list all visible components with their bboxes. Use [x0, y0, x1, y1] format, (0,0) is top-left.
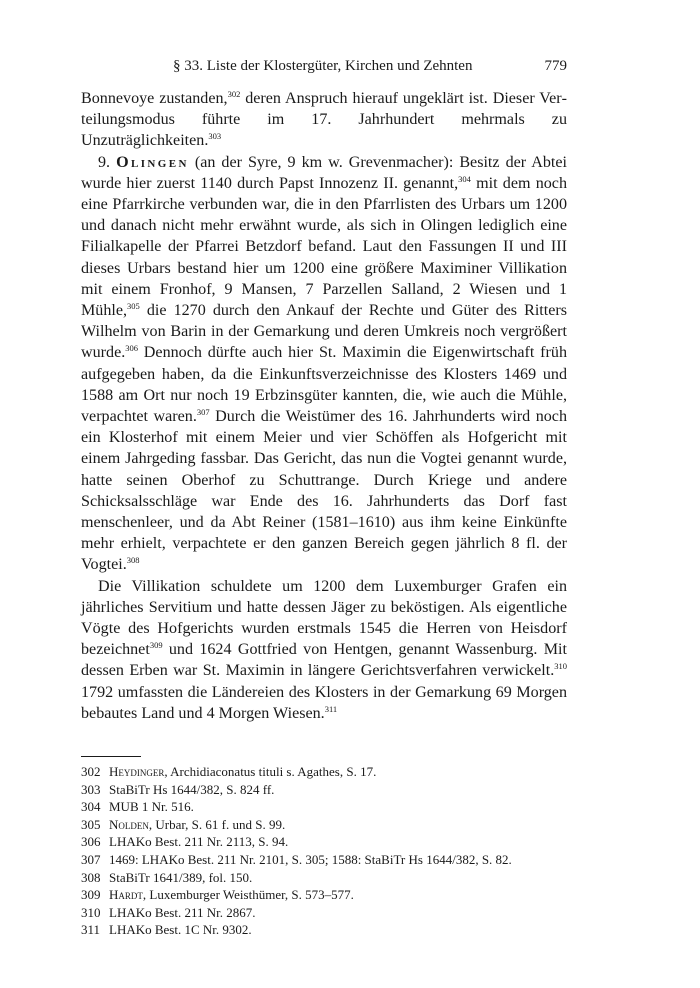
footnote	[81, 816, 567, 834]
footnote-number: 311	[81, 922, 101, 938]
footnote-text: LHAKo Best. 1C Nr. 9302.	[109, 922, 252, 938]
footnote	[81, 869, 567, 887]
footnote-author: Heydinger	[109, 764, 165, 780]
text-run: Durch die Weistümer des 16. Jahrhunderts wird noch ein Klosterhof mit einem Meier und vier Schöffen als Hofgericht mit einem Jahrgeding fassbar. Das Gericht, das nun die Vogtei genannt wurde, hatte seinen Oberhof zu Schuttrange. Durch Kriege und andere Schicksalsschläge war Ende des 16. Jahrhunderts das Dorf fast menschenleer, und da Abt Reiner (1581–1610) aus ihm keine Einkünfte mehr erhielt, verpachtete er den ganzen Bereich gegen jährlich 8 fl. der Vogtei.	[81, 408, 567, 574]
footnote-ref-302: 302	[227, 89, 241, 99]
footnote-ref-305: 305	[127, 301, 140, 312]
footnote-ref-306: 306	[125, 343, 138, 354]
footnote-number: 307	[81, 852, 101, 868]
footnote-ref-303: 303	[208, 131, 222, 142]
footnote-text: , Urbar, S. 61 f. und S. 99.	[148, 816, 286, 832]
footnote	[81, 798, 567, 816]
footnotes	[81, 763, 567, 939]
page-number: 779	[544, 58, 567, 74]
footnote-divider	[81, 756, 141, 757]
footnote-ref-304: 304	[458, 173, 471, 184]
paragraph-2	[81, 152, 567, 576]
footnote-text: 1469: LHAKo Best. 211 Nr. 2101, S. 305; 1588: StaBiTr Hs 1644/382, S. 82.	[109, 852, 512, 868]
text-run: und 1624 Gottfried von Hentgen, genannt Wassenburg. Mit dessen Erben war St. Maximin in längere Gerichtsverfahren verwickelt.	[81, 641, 567, 680]
footnote-number: 306	[81, 834, 101, 850]
text-run: Die Villikation schuldete um 1200 dem Luxemburger Grafen ein jährliches Servitium und hatte dessen Jäger zu beköstigen. Als eigentliche Vögte des Hofgerichts wurden erstmals 1545 die Herren von Heisdorf bezeichnet	[81, 577, 567, 659]
place-name-olingen: Olingen	[116, 153, 189, 171]
text-run: 1792 umfassten die Ländereien des Klosters in der Gemarkung 69 Morgen bebautes Land und 4 Morgen Wiesen.	[81, 683, 567, 722]
footnote-ref-307: 307	[196, 407, 210, 418]
footnote-text: , Luxemburger Weisthümer, S. 573–577.	[142, 887, 354, 903]
section-title: § 33. Liste der Klostergüter, Kirchen und Zehnten	[173, 58, 473, 74]
footnote-text: StaBiTr 1641/389, fol. 150.	[109, 869, 253, 885]
footnote-author: Nolden	[109, 816, 149, 832]
footnote-ref-311: 311	[324, 703, 338, 714]
footnote-ref-309: 309	[149, 640, 163, 651]
footnote	[81, 921, 567, 939]
footnote-number: 302	[81, 764, 101, 780]
paragraph-1	[81, 88, 567, 152]
footnote	[81, 886, 567, 904]
text-run: (an der Syre, 9 km w. Grevenmacher): Besitz der Abtei wurde hier zuerst 1140 durch Papst Innozenz II. genannt,	[81, 153, 567, 192]
running-head	[81, 58, 567, 80]
text-run: deren Anspruch hierauf ungeklärt ist. Dieser Verteilungsmodus führte im 17. Jahrhundert mehrmals zu Unzuträglichkeiten.	[81, 90, 568, 150]
footnote-number: 304	[81, 799, 101, 815]
footnote-ref-308: 308	[126, 555, 140, 566]
footnote	[81, 763, 567, 781]
footnote-number: 305	[81, 816, 101, 832]
footnote-text: LHAKo Best. 211 Nr. 2867.	[109, 904, 256, 920]
footnote-text: LHAKo Best. 211 Nr. 2113, S. 94.	[109, 834, 289, 850]
footnote	[81, 904, 567, 922]
body-text	[81, 88, 567, 724]
text-run: die 1270 durch den Ankauf der Rechte und Güter des Ritters Wilhelm von Barin in der Gemarkung und deren Umkreis noch vergrößert wurde.	[81, 302, 567, 362]
footnote-number: 310	[81, 904, 101, 920]
book-page	[81, 58, 567, 939]
footnote-text: , Archidiaconatus tituli s. Agathes, S. 17.	[164, 764, 377, 780]
footnote-number: 309	[81, 887, 101, 903]
footnote-ref-310: 310	[554, 661, 567, 672]
text-run: mit dem noch eine Pfarrkirche verbunden war, die in den Pfarrlisten des Urbars um 1200 und danach nicht mehr erwähnt wurde, als sich in Olingen lediglich eine Filialkapelle der Pfarrei Betzdorf befand. Laut den Fassungen II und III dieses Urbars bestand hier um 1200 eine größere Maximiner Villikation mit einem Fronhof, 9 Mansen, 7 Parzellen Salland, 2 Wiesen und 1 Mühle,	[81, 174, 567, 320]
footnote-number: 303	[81, 781, 101, 797]
footnote	[81, 833, 567, 851]
footnote	[81, 781, 567, 799]
paragraph-3	[81, 576, 567, 724]
footnote-author: Hardt	[109, 887, 143, 903]
footnote-text: MUB 1 Nr. 516.	[109, 799, 194, 815]
footnote-number: 308	[81, 869, 101, 885]
text-run: Bonnevoye zustanden,	[81, 90, 228, 107]
text-run: Dennoch dürfte auch hier St. Maximin die Eigenwirtschaft früh aufgegeben haben, da die Einkunftsverzeichnisse des Klosters 1469 und 1588 am Ort nur noch 19 Erbzinsgüter kannten, die, wie auch die Mühle, verpachtet waren.	[81, 344, 567, 426]
footnote	[81, 851, 567, 869]
item-number: 9.	[98, 153, 117, 171]
footnote-text: StaBiTr Hs 1644/382, S. 824 ff.	[109, 781, 275, 797]
